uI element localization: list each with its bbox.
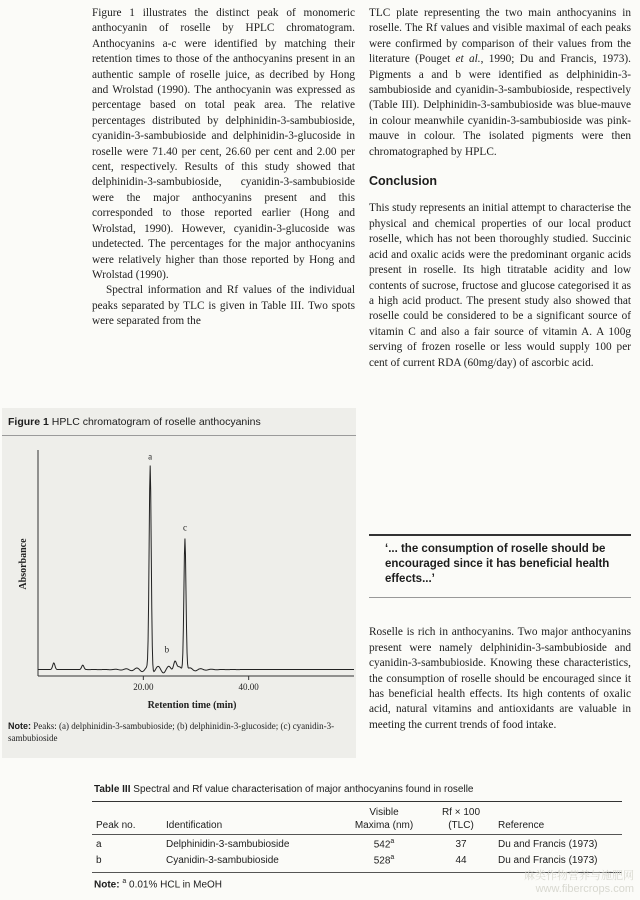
table-row — [92, 835, 622, 852]
table-label: Table III — [94, 784, 131, 795]
chromatogram-trace — [38, 465, 354, 672]
divider — [2, 435, 356, 436]
text-span: et al. — [455, 53, 481, 66]
peak-label: c — [182, 522, 187, 533]
cell-identification: Delphinidin-3-sambubioside — [166, 838, 290, 850]
table-header-row — [92, 802, 622, 835]
note-text: Peaks: (a) delphinidin-3-sambubioside; (b) delphinidin-3-glucoside; (c) cyanidin-3-sambubioside — [8, 721, 335, 743]
cell-value: 542 — [373, 839, 391, 851]
watermark-line: 麻类作物营养与施肥网 — [524, 870, 634, 882]
x-tick-group — [133, 676, 259, 692]
header-line: (TLC) — [448, 820, 474, 831]
text-span: , 1990; Du and Francis, 1973). Pigments a and b were identified as delphinidin-3-sambubioside and cyanidin-3-sambubioside, respectively (Table III). Delphinidin-3-sambubioside was blue-mauve in colour meanwhile cyanidin-3-sambubioside was pink-mauve in colour. The isolated pigments were then chromatographed by HPLC. — [369, 53, 631, 158]
footnote-mark: a — [390, 854, 395, 862]
figure-label: Figure 1 — [8, 416, 49, 428]
paragraph: Spectral information and Rf values of the individual peaks separated by TLC is given in Table III. Two spots were separated from the — [92, 284, 355, 328]
cell-reference: Du and Francis (1973) — [498, 854, 598, 866]
header-visible-maxima — [340, 802, 428, 835]
cell-peak: a — [96, 838, 102, 850]
footnote-mark: a — [122, 877, 127, 885]
figure-caption: HPLC chromatogram of roselle anthocyanins — [51, 416, 261, 428]
note-label: Note: — [8, 721, 31, 731]
watermark-line: www.fibercrops.com — [535, 883, 634, 895]
watermark — [524, 870, 634, 896]
left-column — [92, 6, 355, 330]
text-span: TLC plate representing the two main anthocyanins in roselle. The Rf values and visible maximal of each peaks were confirmed by comparison of their values from the literature (Pouget — [369, 7, 631, 66]
pull-quote — [369, 534, 631, 598]
header-reference: Reference — [498, 820, 545, 831]
cell-rf: 44 — [455, 854, 467, 866]
note-text: 0.01% HCL in MeOH — [126, 878, 223, 890]
right-column-continued — [369, 614, 631, 744]
header-line: Visible — [369, 807, 399, 818]
table-caption — [92, 780, 622, 802]
figure-note — [8, 720, 352, 744]
chromatogram-chart — [2, 440, 356, 718]
x-axis-label: Retention time (min) — [147, 700, 237, 711]
section-heading: Conclusion — [369, 174, 438, 189]
paragraph: Figure 1 illustrates the distinct peak of monomeric anthocyanin of roselle by HPLC chromatogram. Anthocyanins a-c were identified by matching their retention times to those of the anthocyanins present in an authentic sample of roselle juice, as decribed by Hong and Wrolstad (1990). The anthocyanin was expressed as percentage based on total peak area. The relative percentages distributed by delphinidin-3-sambubioside, cyanidin-3-sambubioside and delphinidin-3-glucoside in roselle were 71.40 per cent, 26.60 per cent and 2.00 per cent, respectively. Results of this study showed that delphinidin-3-sambubioside, cyanidin-3-sambubioside were the major anthocyanins present and this corresponded to those reported earlier (Hong and Wrolstad, 1990). However, cyanidin-3-glucoside was undetected. The percentages for the major anthocyanins were relatively higher than those reported by Hong and Wrolstad (1990). — [92, 7, 355, 281]
peak-label-group — [148, 451, 187, 654]
header-line: Maxima (nm) — [354, 820, 414, 831]
table-caption-text: Spectral and Rf value characterisation of major anthocyanins found in roselle — [133, 784, 474, 795]
figure — [2, 408, 356, 758]
peak-label: b — [164, 644, 170, 655]
pull-quote-text: ‘... the consumption of roselle should be encouraged since it has beneficial health effects...’ — [385, 543, 610, 585]
cell-peak: b — [96, 854, 102, 866]
x-tick-label: 20.00 — [133, 682, 154, 692]
cell-value: 528 — [373, 855, 391, 867]
header-line: Rf × 100 — [441, 807, 481, 818]
right-column — [369, 6, 631, 371]
header-rf — [428, 802, 494, 835]
header-identification: Identification — [166, 820, 223, 831]
paragraph: Roselle is rich in anthocyanins. Two major anthocyanins present were namely delphinidin-3-sambubioside and cyanidin-3-sambubioside. Knowing these characteristics, the consumption of roselle should be encouraged since it has beneficial health effects. Its high contents of oxalic acid, natural vitamins and antioxidants are valuable in meeting the current trends of food intake. — [369, 626, 631, 731]
peak-label: a — [148, 451, 153, 462]
paragraph: This study represents an initial attempt to characterise the physical and chemical properties of our local product roselle, which has not been thoroughly studied. Succinic acid and oxalic acids were the predominant organic acids present in roselle. Its high titratable acidity and low contents of sucrose, fructose and glucose categorised it as a high acid product. The present study also showed that roselle could be considered to be a significant source of vitamin C and also a fair source of vitamin A. A 100g serving of frozen roselle or less would supply 100 per cent of current RDA (60mg/day) of ascorbic acid. — [369, 202, 631, 369]
paragraph — [369, 6, 631, 160]
y-axis-label: Absorbance — [18, 538, 29, 590]
cell-reference: Du and Francis (1973) — [498, 838, 598, 850]
data-table — [92, 802, 622, 873]
cell-maxima — [340, 851, 428, 872]
cell-maxima — [340, 835, 428, 852]
header-peak-no: Peak no. — [96, 820, 136, 831]
figure-title — [8, 416, 261, 428]
cell-identification: Cyanidin-3-sambubioside — [166, 854, 279, 866]
x-tick-label: 40.00 — [238, 682, 259, 692]
cell-rf: 37 — [455, 838, 467, 850]
note-label: Note: — [94, 878, 120, 890]
footnote-mark: a — [390, 838, 395, 845]
